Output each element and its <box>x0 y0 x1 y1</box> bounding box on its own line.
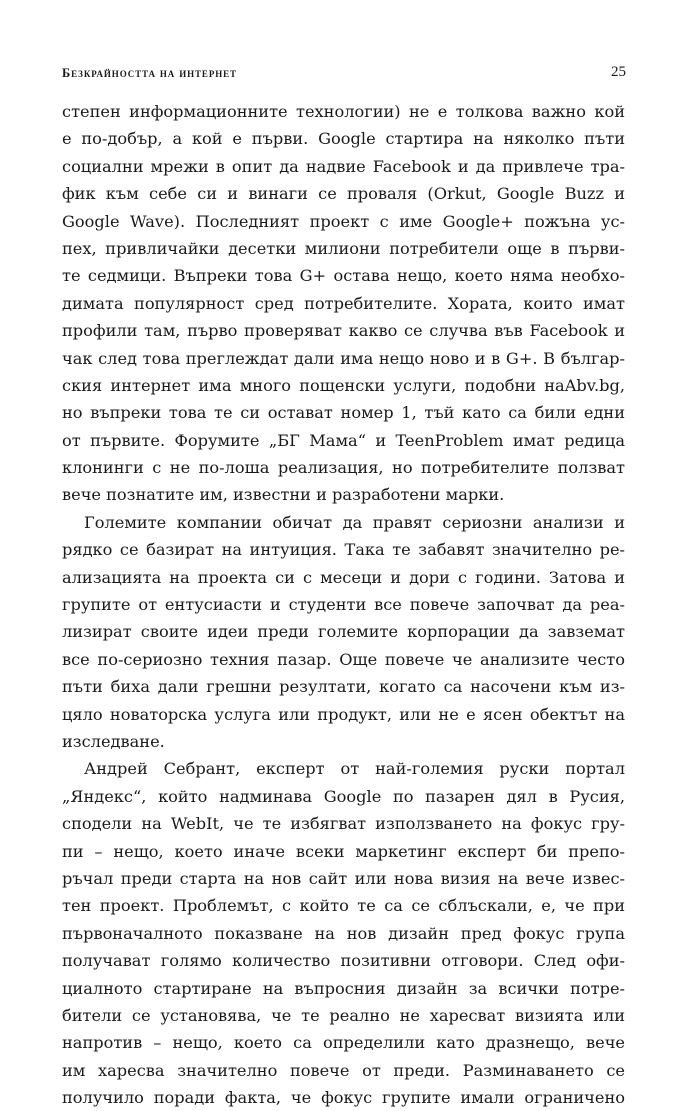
paragraph <box>62 509 625 756</box>
text-line: профили там, първо проверяват какво се случва във Facebook и <box>62 321 625 341</box>
text-line: Андрей Себрант, експерт от най-големия руски портал <box>84 759 625 779</box>
text-line: ския интернет има много пощенски услуги, подобни наAbv.bg, <box>62 375 625 395</box>
text-line: циалното стартиране на въпросния дизайн за всички потре- <box>62 978 625 998</box>
text-line: ализацията на проекта си с месеци и дори с години. Затова и <box>62 567 625 587</box>
text-line: ръчал преди старта на нов сайт или нова визия на вече извес- <box>62 868 625 888</box>
paragraph <box>62 755 625 1111</box>
text-line: пъти биха дали грешни резултати, когато са насочени към из- <box>62 677 625 697</box>
text-line: е по-добър, а кой е първи. Google стартира на няколко пъти <box>62 129 625 149</box>
text-line: социални мрежи в опит да надвие Facebook и да привлече тра- <box>62 156 625 176</box>
text-line: групите от ентусиасти и студенти все повече започват да реа- <box>62 595 625 615</box>
text-line: сподели на WebIt, че те избягват използването на фокус гру- <box>62 814 625 834</box>
text-line: изследване. <box>62 731 165 751</box>
text-line: фик към себе си и винаги се проваля (Orkut, Google Buzz и <box>62 184 625 204</box>
text-line: от първите. Форумите „БГ Мама“ и TeenProblem имат редица <box>62 430 625 450</box>
text-line: но въпреки това те си остават номер 1, тъй като са били едни <box>62 403 625 423</box>
text-line: цяло новаторска услуга или продукт, или не е ясен обектът на <box>62 704 625 724</box>
text-line: все по-сериозно техния пазар. Още повече че анализите често <box>62 649 625 669</box>
text-line: тен проект. Проблемът, с който те са се сблъскали, е, че при <box>62 896 625 916</box>
paragraph <box>62 98 625 509</box>
text-line: вече познатите им, известни и разработени марки. <box>62 485 505 505</box>
text-line: рядко се базират на интуиция. Така те забавят значително ре- <box>62 540 625 560</box>
text-line: димата популярност сред потребителите. Хората, които имат <box>62 293 625 313</box>
text-line: пех, привличайки десетки милиони потребители още в първи- <box>62 238 625 258</box>
body-text <box>62 98 625 1111</box>
text-line: пи – нещо, което иначе всеки маркетинг експерт би препо- <box>62 841 625 861</box>
text-line: чак след това преглеждат дали има нещо ново и в G+. В българ- <box>62 348 625 368</box>
text-line: Големите компании обичат да правят сериозни анализи и <box>84 512 625 532</box>
page-number: 25 <box>611 64 626 80</box>
text-line: Google Wave). Последният проект с име Google+ пожъна ус- <box>62 211 625 231</box>
text-line: бители се установява, че те реално не харесват визията или <box>62 1005 625 1025</box>
text-line: те седмици. Въпреки това G+ остава нещо, което няма необхо- <box>62 266 625 286</box>
text-line: степен информационните технологии) не е толкова важно кой <box>62 102 625 121</box>
text-line: напротив – нещо, което са определили като дразнещо, вече <box>62 1033 625 1053</box>
text-line: „Яндекс“, който надминава Google по пазарен дял в Русия, <box>62 786 625 806</box>
text-line: им харесва значително повече от преди. Разминаването се <box>62 1060 625 1080</box>
text-line: първоначалното показване на нов дизайн пред фокус група <box>62 923 625 943</box>
text-line: получило поради факта, че фокус групите имали ограничено <box>62 1088 625 1108</box>
text-line: получават голямо количество позитивни отговори. След офи- <box>62 951 625 971</box>
text-line: клонинги с не по-лоша реализация, но потребителите ползват <box>62 458 625 478</box>
text-line: лизират своите идеи преди големите корпорации да завземат <box>62 622 625 642</box>
running-head-title: Безкрайността на интернет <box>62 66 237 80</box>
